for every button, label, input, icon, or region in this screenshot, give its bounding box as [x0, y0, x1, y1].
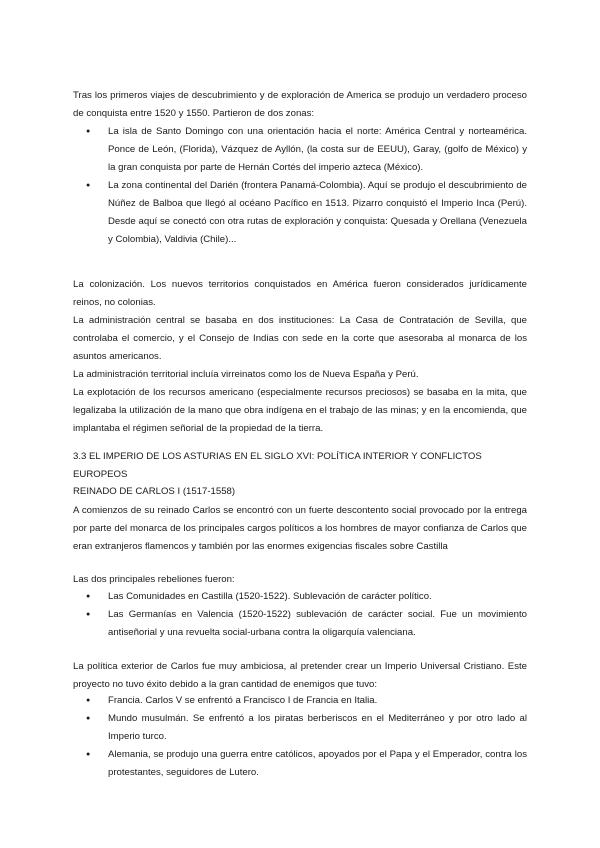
list-item: ● La zona continental del Darién (frontera Panamá-Colombia). Aquí se produjo el descubrimiento de Núñez de Balboa que llegó al océano Pacífico en 1513. Pizarro conquistó el Imperio Inca (Perú). Desde aquí se conectó con otra rutas de exploración y conquista: Quesada y Orellana (Venezuela y Colombia), Valdivia (Chile)...	[86, 177, 527, 249]
enemigos-list	[86, 692, 527, 782]
subsection-title: REINADO DE CARLOS I (1517-1558)	[73, 486, 236, 497]
politica-exterior-paragraph: La política exterior de Carlos fue muy ambiciosa, al pretender crear un Imperio Universal Cristiano. Este proyecto no tuvo éxito debido a la gran cantidad de enemigos que tuvo:	[73, 661, 527, 690]
list-item: ● Mundo musulmán. Se enfrentó a los piratas berberiscos en el Mediterráneo y por otro lado al Imperio turco.	[86, 710, 527, 746]
colonizacion-paragraph: La colonización. Los nuevos territorios conquistados en América fueron considerados jurídicamente reinos, no colonias.	[73, 279, 527, 308]
list-item: ● Alemania, se produjo una guerra entre católicos, apoyados por el Papa y el Emperador, contra los protestantes, seguidores de Lutero.	[86, 746, 527, 782]
list-item: ● Francia. Carlos V se enfrentó a Francisco I de Francia en Italia.	[86, 692, 527, 710]
rebeliones-intro: Las dos principales rebeliones fueron:	[73, 574, 235, 585]
section-title: 3.3 EL IMPERIO DE LOS ASTURIAS EN EL SIGLO XVI: POLÍTICA INTERIOR Y CONFLICTOS EUROPEOS	[73, 451, 482, 480]
list-item: ● Las Germanías en Valencia (1520-1522) sublevación de carácter social. Fue un movimiento antiseñorial y una revuelta social-urbana contra la oligarquía valenciana.	[86, 606, 527, 642]
administracion-territorial-paragraph: La administración territorial incluía virreinatos como los de Nueva España y Perú.	[73, 369, 419, 380]
intro-paragraph: Tras los primeros viajes de descubrimiento y de exploración de America se produjo un verdadero proceso de conquista entre 1520 y 1550. Partieron de dos zonas:	[73, 90, 527, 119]
carlos-intro-paragraph: A comienzos de su reinado Carlos se encontró con un fuerte descontento social provocado por la entrega por parte del monarca de los principales cargos políticos a los hombres de mayor confianza de Carlos que eran extranjeros flamencos y también por las enormes exigencias fiscales sobre Castilla	[73, 505, 527, 552]
administracion-central-paragraph: La administración central se basaba en dos instituciones: La Casa de Contratación de Sevilla, que controlaba el comercio, y el Consejo de Indias con sede en la corte que asesoraba al monarca de los asuntos americanos.	[73, 315, 527, 362]
explotacion-paragraph: La explotación de los recursos americano (especialmente recursos preciosos) se basaba en la mita, que legalizaba la utilización de la mano que obra indígena en el trabajo de las minas; y en la encomienda, que implantaba el régimen señorial de la propiedad de la tierra.	[73, 387, 527, 434]
rebeliones-list	[86, 588, 527, 642]
list-item: ● Las Comunidades en Castilla (1520-1522). Sublevación de carácter político.	[86, 588, 527, 606]
zones-list	[86, 123, 527, 249]
list-item: ● La isla de Santo Domingo con una orientación hacia el norte: América Central y norteamérica. Ponce de León, (Florida), Vázquez de Ayllón, (la costa sur de EEUU), Garay, (golfo de México) y la gran conquista por parte de Hernán Cortés del imperio azteca (México).	[86, 123, 527, 177]
